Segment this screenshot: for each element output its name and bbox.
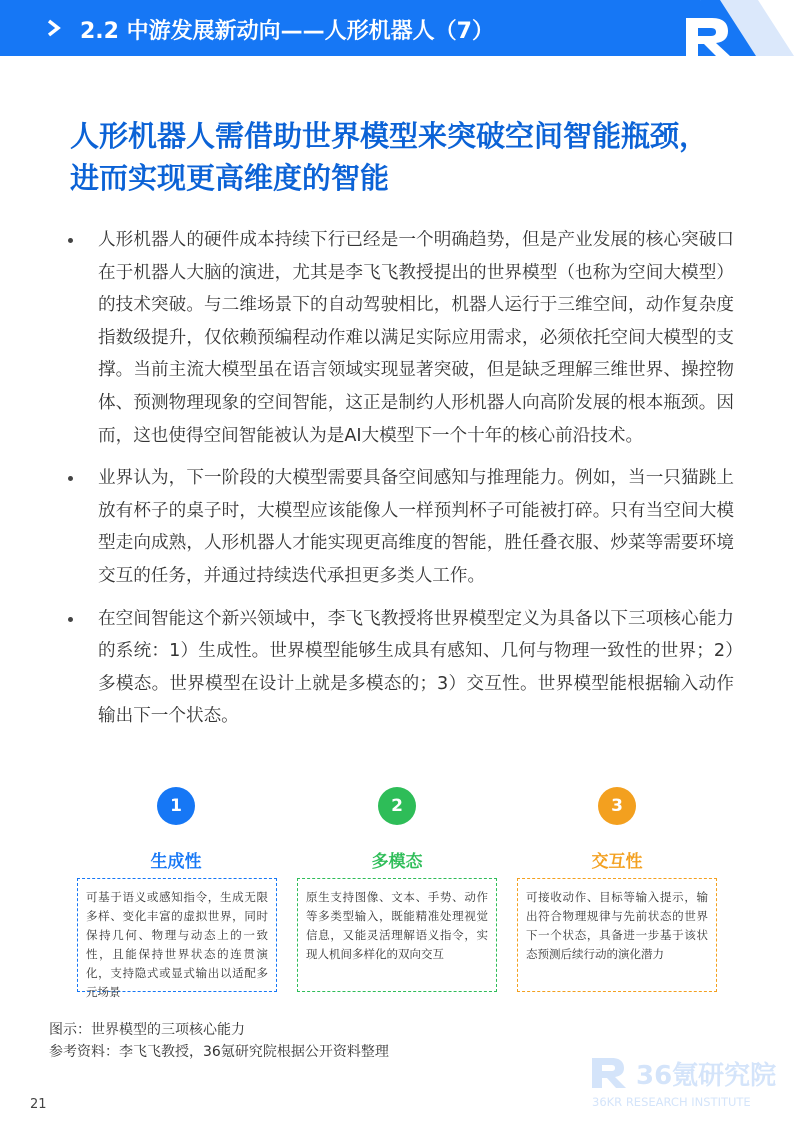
capability-title: 多模态 (371, 852, 423, 872)
list-item (62, 603, 734, 733)
capability-title: 生成性 (150, 852, 202, 872)
figure-caption-text: 图示：世界模型的三项核心能力 (49, 1022, 245, 1038)
capability-number-badge: 3 (598, 787, 636, 825)
capability-description-box: 可基于语义或感知指令，生成无限多样、变化丰富的虚拟世界，同时保持几何、物理与动态上的一致性，且能保持世界状态的连贯演化，支持隐式或显式输出以适配多元场景 (77, 878, 277, 992)
capability-header-3 (497, 787, 737, 872)
capability-header-2 (277, 787, 517, 872)
list-item (62, 462, 734, 592)
capability-description-box: 可接收动作、目标等输入提示，输出符合物理规律与先前状态的世界下一个状态，具备进一步基于该状态预测后续行动的演化潜力 (517, 878, 717, 992)
bullet-dot-icon (68, 476, 73, 481)
section-title: 2.2 中游发展新动向——人形机器人（7） (80, 19, 494, 44)
bullet-dot-icon (68, 617, 73, 622)
source-note: 参考资料：李飞飞教授，36氪研究院根据公开资料整理 (49, 1044, 389, 1060)
capability-number-badge: 1 (157, 787, 195, 825)
brand-logo-icon (680, 14, 736, 56)
footer-watermark-logo (590, 1052, 780, 1110)
footer-brand-cn: 36氪研究院 (636, 1061, 777, 1091)
figure-caption (49, 1019, 389, 1063)
bullet-list (62, 224, 734, 743)
page-title: 人形机器人需借助世界模型来突破空间智能瓶颈，进而实现更高维度的智能 (70, 119, 709, 195)
footer-brand-en: 36KR RESEARCH INSTITUTE (592, 1095, 751, 1109)
capability-title: 交互性 (591, 852, 643, 872)
header-bar (0, 0, 794, 56)
page-number: 21 (30, 1097, 47, 1112)
list-item (62, 224, 734, 452)
bullet-text: 在空间智能这个新兴领域中，李飞飞教授将世界模型定义为具备以下三项核心能力的系统：1）生成性。世界模型能够生成具有感知、几何与物理一致性的世界；2）多模态。世界模型在设计上就是多模态的；3）交互性。世界模型能根据输入动作输出下一个状态。 (98, 608, 734, 727)
bullet-text: 业界认为，下一阶段的大模型需要具备空间感知与推理能力。例如，当一只猫跳上放有杯子的桌子时，大模型应该能像人一样预判杯子可能被打碎。只有当空间大模型走向成熟，人形机器人才能实现更高维度的智能，胜任叠衣服、炒菜等需要环境交互的任务，并通过持续迭代承担更多类人工作。 (98, 468, 734, 586)
capability-description-box: 原生支持图像、文本、手势、动作等多类型输入，既能精准处理视觉信息，又能灵活理解语义指令，实现人机间多样化的双向交互 (297, 878, 497, 992)
chevron-right-icon (46, 18, 62, 38)
bullet-text: 人形机器人的硬件成本持续下行已经是一个明确趋势，但是产业发展的核心突破口在于机器人大脑的演进，尤其是李飞飞教授提出的世界模型（也称为空间大模型）的技术突破。与二维场景下的自动驾驶相比，机器人运行于三维空间，动作复杂度指数级提升，仅依赖预编程动作难以满足实际应用需求，必须依托空间大模型的支撑。当前主流大模型虽在语言领域实现显著突破，但是缺乏理解三维世界、操控物体、预测物理现象的空间智能，这正是制约人形机器人向高阶发展的根本瓶颈。因而，这也使得空间智能被认为是AI大模型下一个十年的核心前沿技术。 (98, 230, 734, 446)
capability-number-badge: 2 (378, 787, 416, 825)
bullet-dot-icon (68, 238, 73, 243)
capability-header-1 (56, 787, 296, 872)
